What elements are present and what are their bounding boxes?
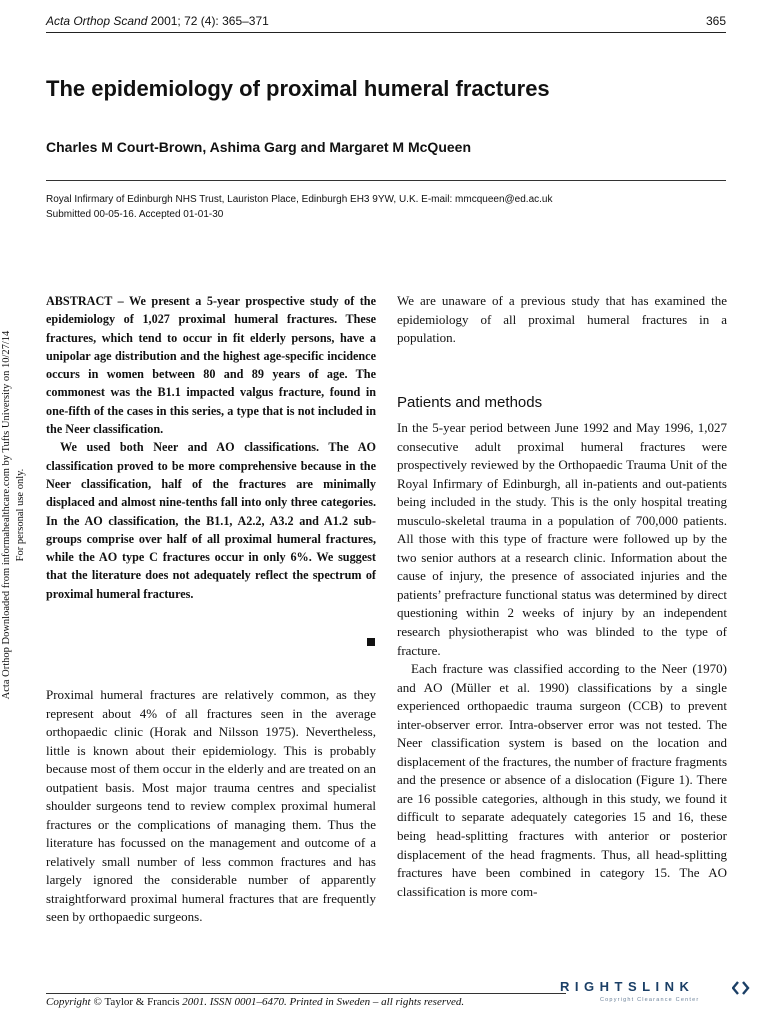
abstract-end-mark xyxy=(367,638,375,646)
affiliation: Royal Infirmary of Edinburgh NHS Trust, Lauriston Place, Edinburgh EH3 9YW, U.K. E-mail: mmcqueen@ed.ac.uk xyxy=(46,194,553,205)
publisher-name: Taylor & Francis xyxy=(104,996,180,1008)
intro-paragraph-1: Proximal humeral fractures are relatively common, as they represent about 4% of all fractures seen in the average orthopaedic clinic (Horak and Nilsson 1975). Nevertheless, little is known about their epidemiology. This is probably because most of them occur in the elderly and are treated on an outpatient basis. Most major trauma centres and specialist shoulder surgeons tend to review complex proximal humeral fractures or the complications of managing them. Thus the literature has focussed on the management and outcome of a relatively small number of less common fractures and has largely ignored the considerable number of apparently straightforward proximal humeral fractures that are frequently seen by orthopaedic surgeons. xyxy=(46,687,376,924)
intro-paragraph-2: We are unaware of a previous study that has examined the epidemiology of all proximal humeral fractures in a population. xyxy=(397,293,727,346)
copyright-notice xyxy=(46,996,464,1008)
journal-reference xyxy=(46,14,269,28)
abstract-paragraph-2: We used both Neer and AO classifications. The AO classification proved to be more comprehensive because in the Neer classification, half of the fractures are minimally displaced and almost nine-tenths fall into only three categories. In the AO classification, the B1.1, A2.2, A3.2 and A1.2 sub-groups comprise over half of all proximal humeral fractures, while the AO type C fractures occur in only 6%. We suggest that the literature does not adequately reflect the spectrum of proximal humeral fractures. xyxy=(46,440,376,601)
paper-title: The epidemiology of proximal humeral fractures xyxy=(46,76,550,101)
rightslink-wordmark: RIGHTSLINK xyxy=(560,979,695,994)
download-notice: Acta Orthop Downloaded from informahealthcare.com by Tufts University on 10/27/14 xyxy=(1,330,12,700)
header-divider xyxy=(46,180,726,181)
abstract xyxy=(46,292,376,603)
download-watermark xyxy=(0,300,36,730)
paper-authors: Charles M Court-Brown, Ashima Garg and Margaret M McQueen xyxy=(46,139,471,155)
page-number: 365 xyxy=(705,14,726,28)
introduction-continued xyxy=(397,292,727,348)
introduction xyxy=(46,686,376,927)
abstract-paragraph-1: ABSTRACT – We present a 5-year prospective study of the epidemiology of 1,027 proximal humeral fractures. These fractures, which tend to occur in fit elderly persons, have a unipolar age distribution and the highest age-specific incidence occurs in women between 80 and 89 years of age. The commonest was the B1.1 impacted valgus fracture, found in one-fifth of the cases in this series, a type that is not included in the Neer classification. xyxy=(46,294,376,437)
copyright-lead: Copyright © xyxy=(46,996,105,1008)
rightslink-arrow-icon xyxy=(732,980,750,996)
rightslink-logo[interactable] xyxy=(560,979,750,1007)
submission-dates: Submitted 00-05-16. Accepted 01-01-30 xyxy=(46,209,224,220)
methods-section xyxy=(397,419,727,901)
personal-use-notice: For personal use only. xyxy=(15,468,26,562)
journal-name: Acta Orthop Scand xyxy=(46,14,148,28)
running-header xyxy=(46,14,726,33)
methods-paragraph-2: Each fracture was classified according to the Neer (1970) and AO (Müller et al. 1990) classifications by a single experienced orthopaedic trauma surgeon (CCB) to prevent inter-observer error. Intra-observer error was not tested. The Neer classification system is based on the location and displacement of the fractures, the number of fracture fragments and the presence or absence of a dislocation (Figure 1). There are 16 possible categories, although in this study, we found it difficult to separate adequately categories 15 and 16, these being head-splitting fractures with anterior or posterior displacement of the head fragments. Thus, all head-splitting fractures have been combined in category 15. The AO classification is more com- xyxy=(397,661,727,899)
rightslink-subtitle: Copyright Clearance Center xyxy=(600,997,700,1003)
section-heading-methods: Patients and methods xyxy=(397,394,543,411)
journal-issue: 2001; 72 (4): 365–371 xyxy=(147,14,269,28)
methods-paragraph-1: In the 5-year period between June 1992 and May 1996, 1,027 consecutive adult proximal humeral fractures were prospectively reviewed by the Orthopaedic Trauma Unit of the Royal Infirmary of Edinburgh, all in-patients and out-patients being included in the study. This is the only hospital treating musculo-skeletal trauma in a population of 700,000 patients. All those with this type of fracture were followed up by the two senior authors at a research clinic. Information about the cause of injury, the presence of associated injuries and the patients’ prefracture functional status was determined by direct questioning within 2 weeks of injury by an independent research physiotherapist who was blinded to the type of fracture. xyxy=(397,420,727,658)
copyright-details: 2001. ISSN 0001–6470. Printed in Sweden – all rights reserved. xyxy=(179,996,465,1008)
footer-divider xyxy=(46,993,566,994)
